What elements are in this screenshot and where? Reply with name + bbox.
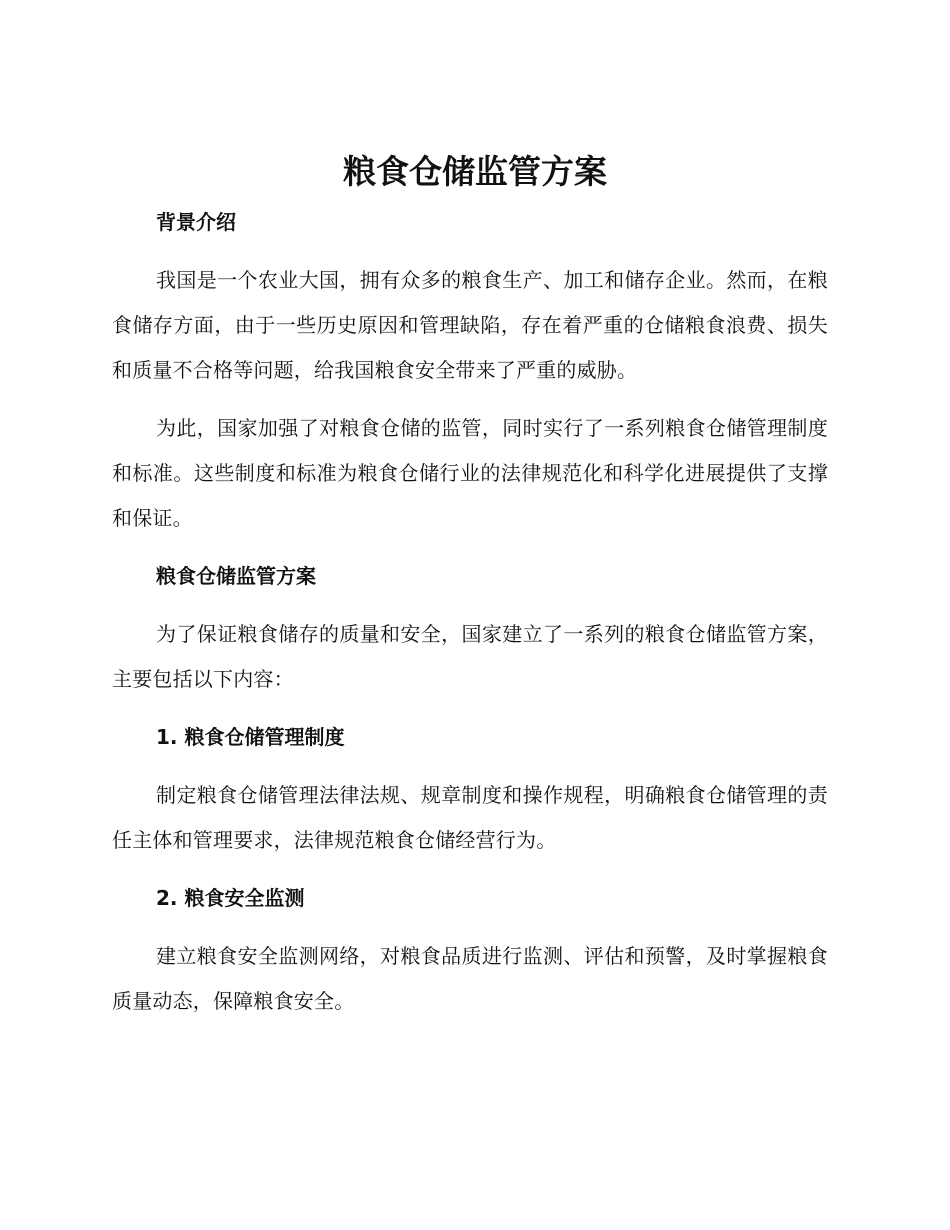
document-title: 粮食仓储监管方案 — [343, 152, 607, 191]
paragraph: 为了保证粮食储存的质量和安全，国家建立了一系列的粮食仓储监管方案，主要包括以下内容： — [112, 622, 828, 691]
document-body — [112, 200, 828, 1037]
paragraph: 我国是一个农业大国，拥有众多的粮食生产、加工和储存企业。然而，在粮食储存方面，由于一些历史原因和管理缺陷，存在着严重的仓储粮食浪费、损失和质量不合格等问题，给我国粮食安全带来了严重的威胁。 — [112, 268, 828, 382]
paragraph: 建立粮食安全监测网络，对粮食品质进行监测、评估和预警，及时掌握粮食质量动态，保障粮食安全。 — [112, 944, 828, 1013]
section-heading-safety-monitoring: 2. 粮食安全监测 — [156, 886, 305, 910]
section-heading-plan: 粮食仓储监管方案 — [156, 564, 316, 588]
paragraph: 制定粮食仓储管理法律法规、规章制度和操作规程，明确粮食仓储管理的责任主体和管理要求，法律规范粮食仓储经营行为。 — [112, 783, 828, 852]
section-heading-management-system: 1. 粮食仓储管理制度 — [156, 725, 345, 749]
paragraph: 为此，国家加强了对粮食仓储的监管，同时实行了一系列粮食仓储管理制度和标准。这些制度和标准为粮食仓储行业的法律规范化和科学化进展提供了支撑和保证。 — [112, 416, 828, 530]
section-heading-background: 背景介绍 — [156, 210, 236, 234]
